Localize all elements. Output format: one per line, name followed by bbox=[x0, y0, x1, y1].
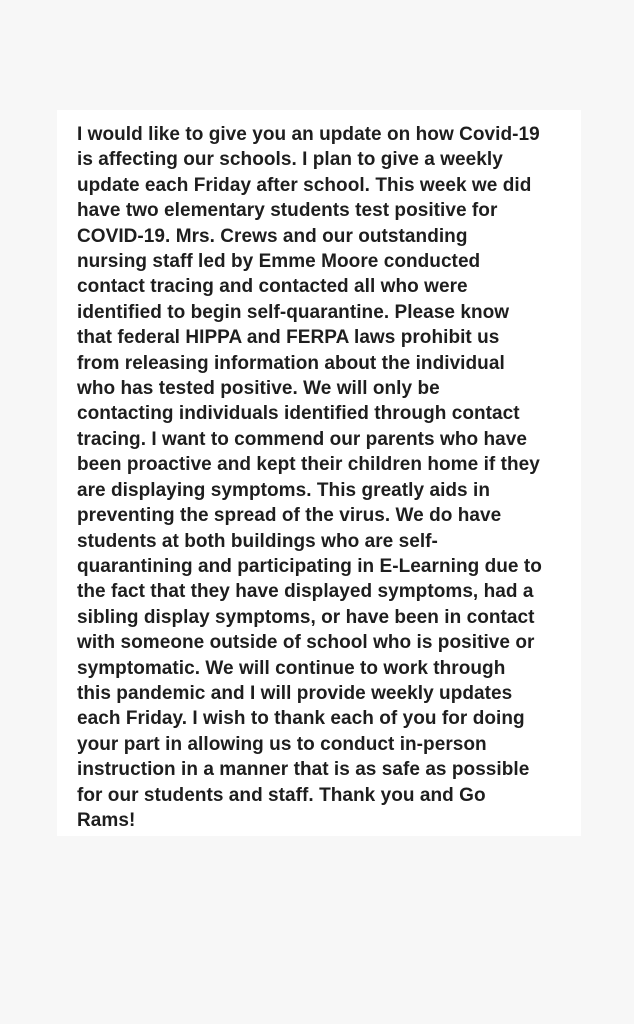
message-line: with someone outside of school who is positive or bbox=[77, 632, 535, 654]
message-line: have two elementary students test positive for bbox=[77, 200, 498, 222]
message-line: been proactive and kept their children home if they bbox=[77, 454, 540, 476]
message-line: for our students and staff. Thank you and Go bbox=[77, 784, 486, 806]
message-line: identified to begin self-quarantine. Please know bbox=[77, 301, 510, 323]
message-line: symptomatic. We will continue to work through bbox=[77, 657, 506, 679]
message-line: instruction in a manner that is as safe as possible bbox=[77, 759, 530, 781]
message-line: Rams! bbox=[77, 809, 136, 831]
message-line: nursing staff led by Emme Moore conducted bbox=[77, 251, 481, 273]
message-line: is affecting our schools. I plan to give a weekly bbox=[77, 149, 503, 171]
message-line: each Friday. I wish to thank each of you for doing bbox=[77, 708, 525, 730]
message-line: are displaying symptoms. This greatly aids in bbox=[77, 479, 490, 501]
message-line: that federal HIPPA and FERPA laws prohibit us bbox=[77, 327, 500, 349]
message-line: contacting individuals identified through contact bbox=[77, 403, 520, 425]
message-line: update each Friday after school. This week we did bbox=[77, 174, 532, 196]
message-line: the fact that they have displayed symptoms, had a bbox=[77, 581, 534, 603]
message-line: your part in allowing us to conduct in-person bbox=[77, 733, 487, 755]
message-line: tracing. I want to commend our parents who have bbox=[77, 428, 527, 450]
message-line: students at both buildings who are self- bbox=[77, 530, 438, 552]
message-line: COVID-19. Mrs. Crews and our outstanding bbox=[77, 225, 468, 247]
message-line: from releasing information about the individual bbox=[77, 352, 505, 374]
message-text bbox=[77, 122, 581, 833]
message-line: quarantining and participating in E-Learning due to bbox=[77, 555, 542, 577]
message-line: this pandemic and I will provide weekly updates bbox=[77, 682, 513, 704]
message-line: preventing the spread of the virus. We do have bbox=[77, 505, 502, 527]
message-line: who has tested positive. We will only be bbox=[77, 378, 440, 400]
message-line: contact tracing and contacted all who were bbox=[77, 276, 468, 298]
message-line: sibling display symptoms, or have been in contact bbox=[77, 606, 535, 628]
message-line: I would like to give you an update on how Covid-19 bbox=[77, 124, 540, 145]
message-card bbox=[57, 110, 581, 836]
